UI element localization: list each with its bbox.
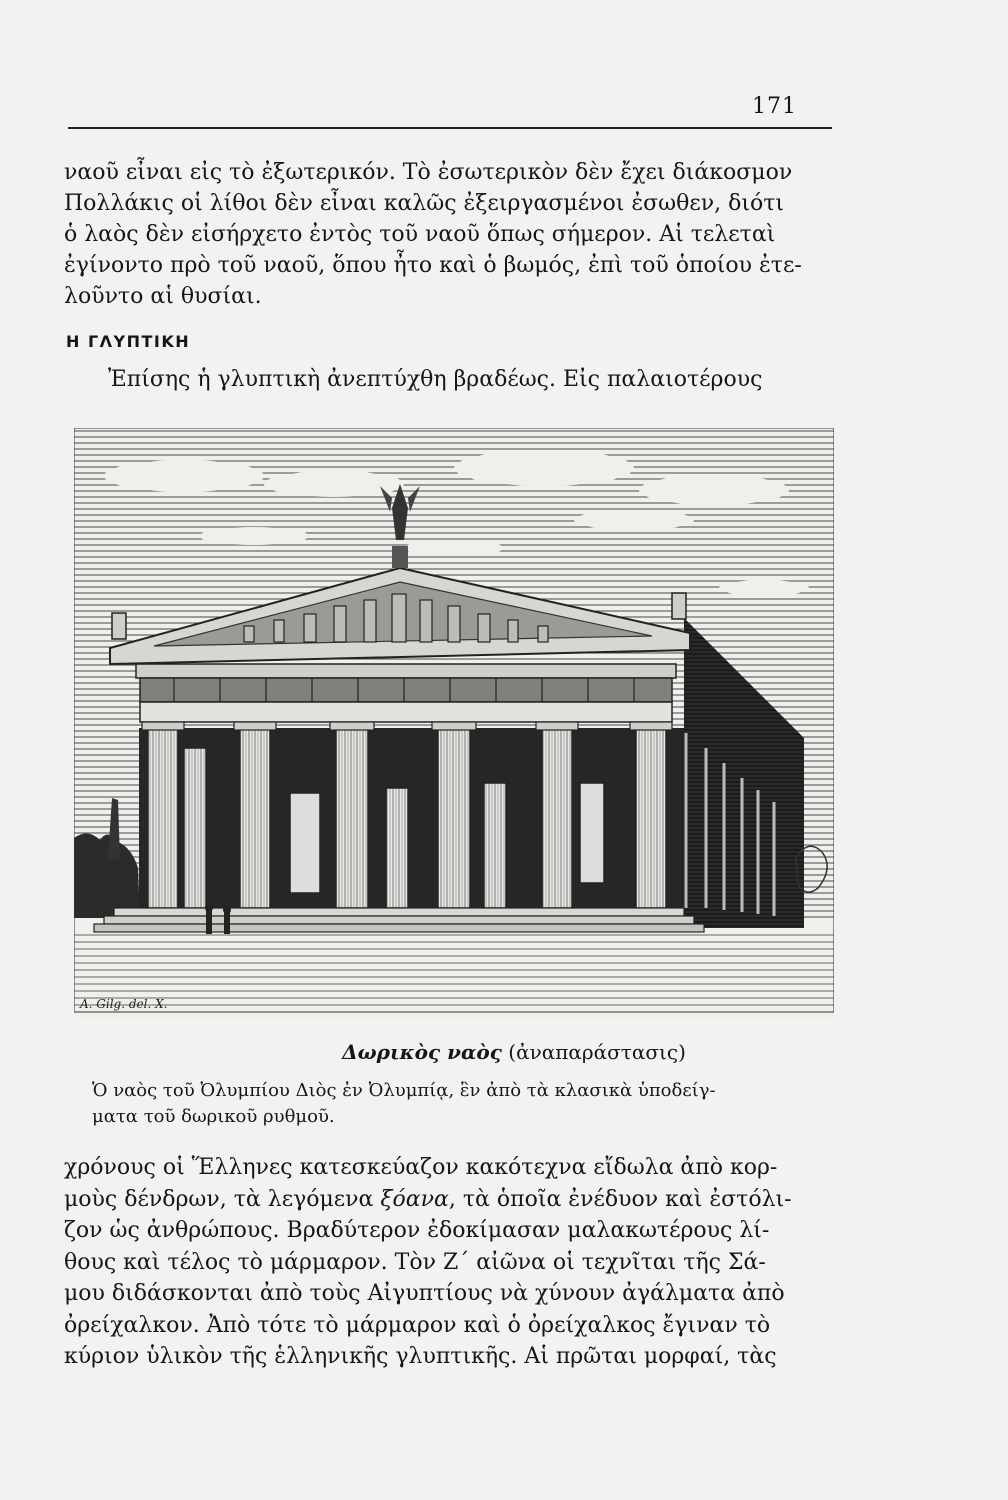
doorway-panel [580,783,604,883]
figure-note [92,1078,832,1130]
column [240,728,270,908]
paragraph-temple-interior [64,157,844,312]
text-segment: , τὰ ὁποῖα ἐνέδυον καὶ ἐστόλι- [448,1186,792,1212]
text-line: λοῦντο αἱ θυσίαι. [64,284,262,309]
section-heading: Η ΓΛΥΠΤΙΚΗ [66,332,191,351]
text-line: θους καὶ τέλος τὸ μάρμαρον. Τὸν Ζ΄ αἰῶνα οἱ τεχνῖται τῆς Σά- [64,1249,766,1275]
artist-signature: A. Gilg. del. X. [80,997,168,1011]
column [438,728,470,908]
paragraph-sculpture-history [64,1152,844,1373]
stylobate [114,908,684,916]
cornice [136,664,676,678]
akroterion-left [112,613,126,639]
text-line: ὁ λαὸς δὲν εἰσήρχετο ἐντὸς τοῦ ναοῦ ὅπως σήμερον. Αἱ τελεταὶ [64,222,776,247]
step [104,916,694,924]
architrave [140,702,672,722]
step [94,924,704,932]
text-line: Ὁ ναὸς τοῦ Ὀλυμπίου Διὸς ἐν Ὀλυμπίᾳ, ἓν ἀπὸ τὰ κλασικὰ ὑποδείγ- [92,1080,716,1101]
text-line: Πολλάκις οἱ λίθοι δὲν εἶναι καλῶς ἐξειργασμένοι ἐσωθεν, διότι [64,191,785,216]
figure-caption [0,1040,1008,1064]
text-line: κύριον ὑλικὸν τῆς ἑλληνικῆς γλυπτικῆς. Αἱ πρῶται μορφαί, τὰς [64,1344,777,1369]
column-inner [484,783,506,908]
page-number: 171 [752,94,797,119]
term-xoana: ξόανα [380,1186,449,1212]
text-line [64,1184,844,1216]
text-line: ναοῦ εἶναι εἰς τὸ ἐξωτερικόν. Τὸ ἐσωτερικὸν δὲν ἔχει διάκοσμον [64,160,793,185]
akroterion-right [672,593,686,619]
column [542,728,572,908]
column [148,728,178,908]
column [336,728,368,908]
text-line: ζον ὡς ἀνθρώπους. Βραδύτερον ἐδοκίμασαν μαλακωτέρους λί- [64,1218,770,1243]
caption-subtitle: (ἀναπαράστασις) [508,1040,686,1064]
text-line: χρόνους οἱ Ἕλληνες κατεσκεύαζον κακότεχνα εἴδωλα ἀπὸ κορ- [64,1155,778,1180]
column [636,728,666,908]
text-line: ὀρείχαλκον. Ἀπὸ τότε τὸ μάρμαρον καὶ ὁ ὀρείχαλκος ἔγιναν τὸ [64,1312,771,1338]
column-inner [386,788,408,908]
doorway-panel [290,793,320,893]
akroterion-base [392,546,408,568]
text-line: μου διδάσκονται ἀπὸ τοὺς Αἰγυπτίους νὰ χύνουν ἀγάλματα ἀπὸ [64,1281,785,1306]
caption-title: Δωρικὸς ναὸς [342,1040,502,1064]
text-line: ματα τοῦ δωρικοῦ ρυθμοῦ. [92,1106,335,1127]
text-line: ἐγίνοντο πρὸ τοῦ ναοῦ, ὅπου ἦτο καὶ ὁ βωμός, ἐπὶ τοῦ ὁποίου ἐτε- [64,253,802,278]
ground-hatching [74,932,834,1012]
column-inner [184,748,206,908]
paragraph-sculpture-intro [64,364,844,395]
doric-temple-illustration [74,428,834,1018]
header-rule [68,127,832,129]
text-segment: μοὺς δένδρων, τὰ λεγόμενα [64,1186,381,1212]
text-line: Ἐπίσης ἡ γλυπτικὴ ἀνεπτύχθη βραδέως. Εἰς παλαιοτέρους [108,367,763,392]
